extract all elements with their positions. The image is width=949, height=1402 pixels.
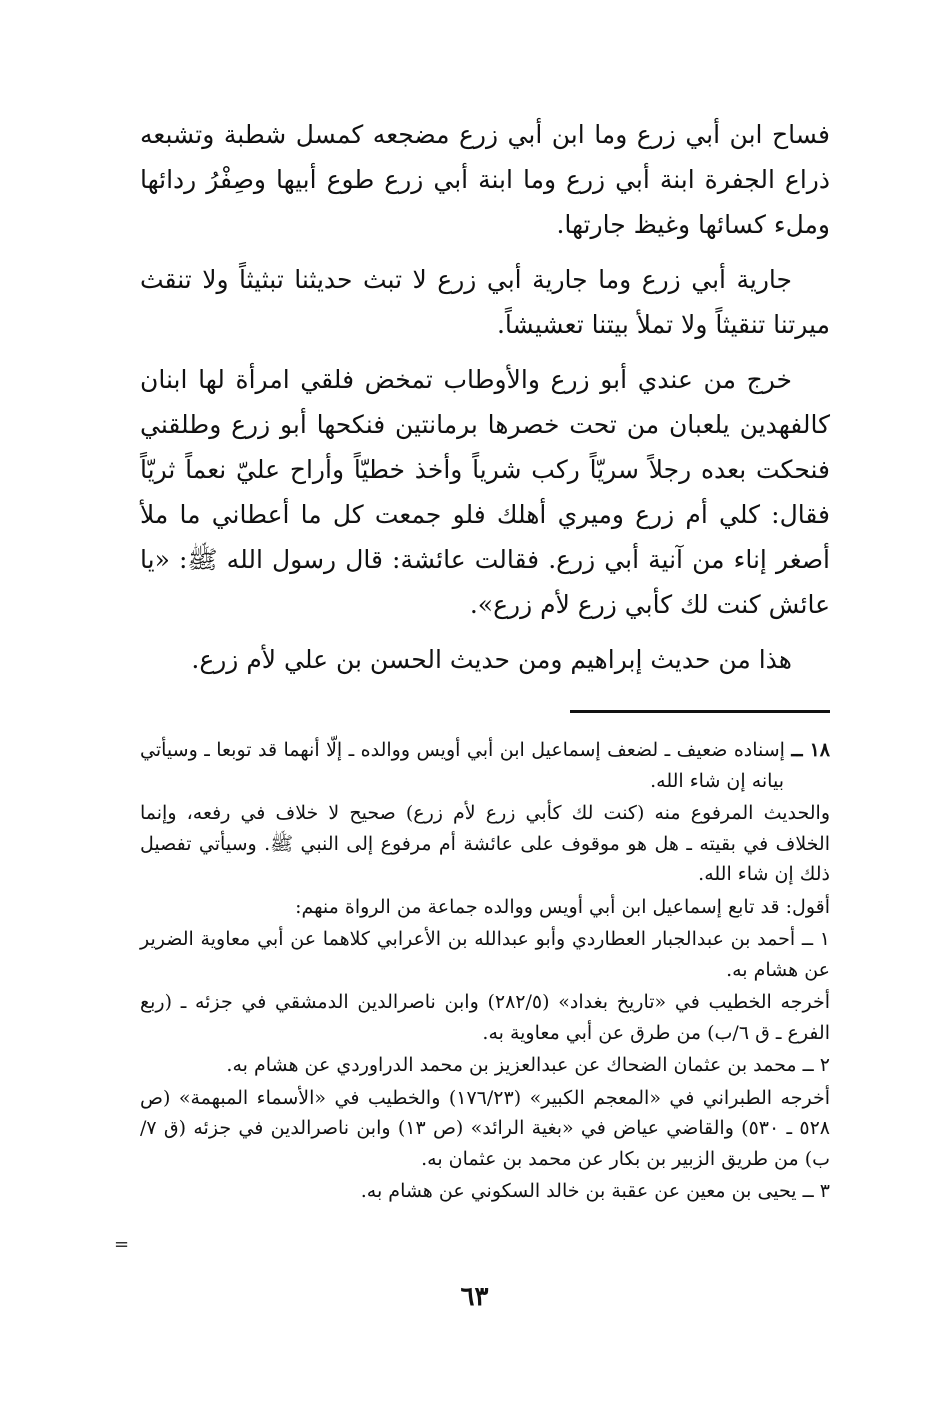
footnote-line-4: ١ ــ أحمد بن عبدالجبار العطاردي وأبو عبدالله بن الأعرابي كلاهما عن أبي معاوية الضرير عن هشام به. [140,928,830,981]
footnote-line-7: أخرجه الطبراني في «المعجم الكبير» (١٧٦/٢٣) والخطيب في «الأسماء المبهمة» (ص ٥٢٨ ـ ٥٣٠) والقاضي عياض في «بغية الرائد» (ص ١٣) وابن ناصرالدين في جزئه (ق ٧/ب) من طريق الزبير بن بكار عن محمد بن عثمان به. [140,1086,830,1170]
paragraph-3: خرج من عندي أبو زرع والأوطاب تمخض فلقي امرأة لها ابنان كالفهدين يلعبان من تحت خصرها برمانتين فنكحها أبو زرع وطلقني فنحكت بعده رجلاً سريّاً ركب شرياً وأخذ خطيّاً وأراح عليّ نعماً ثريّاً فقال: كلي أم زرع وميري أهلك فلو جمعت كل ما أعطاني ما ملأ أصغر إناء من آنية أبي زرع. فقالت عائشة: قال رسول الله ﷺ: «يا عائش كنت لك كأبي زرع لأم زرع». [140,365,830,619]
footnote-line-2: والحديث المرفوع منه (كنت لك كأبي زرع لأم زرع) صحيح لا خلاف في رفعه، وإنما الخلاف في بقيته ـ هل هو موقوف على عائشة أم مرفوع إلى النبي ﷺ. وسيأتي تفصيل ذلك إن شاء الله. [140,802,830,885]
paragraph-1: فساح ابن أبي زرع وما ابن أبي زرع مضجعه كمسل شطبة وتشبعه ذراع الجفرة ابنة أبي زرع وما ابنة أبي زرع طوع أبيها وصِفْرُ ردائها وملء كسائها وغيظ جارتها. [140,120,830,239]
margin-mark: = [114,1234,130,1255]
main-text [140,112,830,692]
footnote-line-3: أقول: قد تابع إسماعيل ابن أبي أويس ووالده جماعة من الرواة منهم: [295,895,830,918]
paragraph-2: جارية أبي زرع وما جارية أبي زرع لا تبث حديثنا تبثيثاً ولا تنقث ميرتنا تنقيثاً ولا تملأ بيتنا تعشيشاً. [140,265,830,339]
footnotes [140,735,830,1209]
footnote-separator [570,710,830,713]
footnote-number: ١٨ ــ [791,739,831,761]
footnote-text-1: إسناده ضعيف ـ لضعف إسماعيل ابن أبي أويس ووالده ـ إلّا أنهما قد توبعا ـ وسيأتي بيانه إن شاء الله. [140,739,785,792]
footnote-line-5: أخرجه الخطيب في «تاريخ بغداد» (٢٨٢/٥) وابن ناصرالدين الدمشقي في جزئه ـ (ربع الفرع ـ ق ٦/ب) من طرق عن أبي معاوية به. [140,991,830,1044]
footnote-line-1 [140,735,830,796]
footnote-line-8: ٣ ــ يحيى بن معين عن عقبة بن خالد السكوني عن هشام به. [360,1180,830,1202]
paragraph-4: هذا من حديث إبراهيم ومن حديث الحسن بن علي لأم زرع. [191,645,792,674]
footnote-line-6: ٢ ــ محمد بن عثمان الضحاك عن عبدالعزيز بن محمد الدراوردي عن هشام به. [226,1054,830,1076]
page-number: ٦٣ [460,1282,489,1312]
